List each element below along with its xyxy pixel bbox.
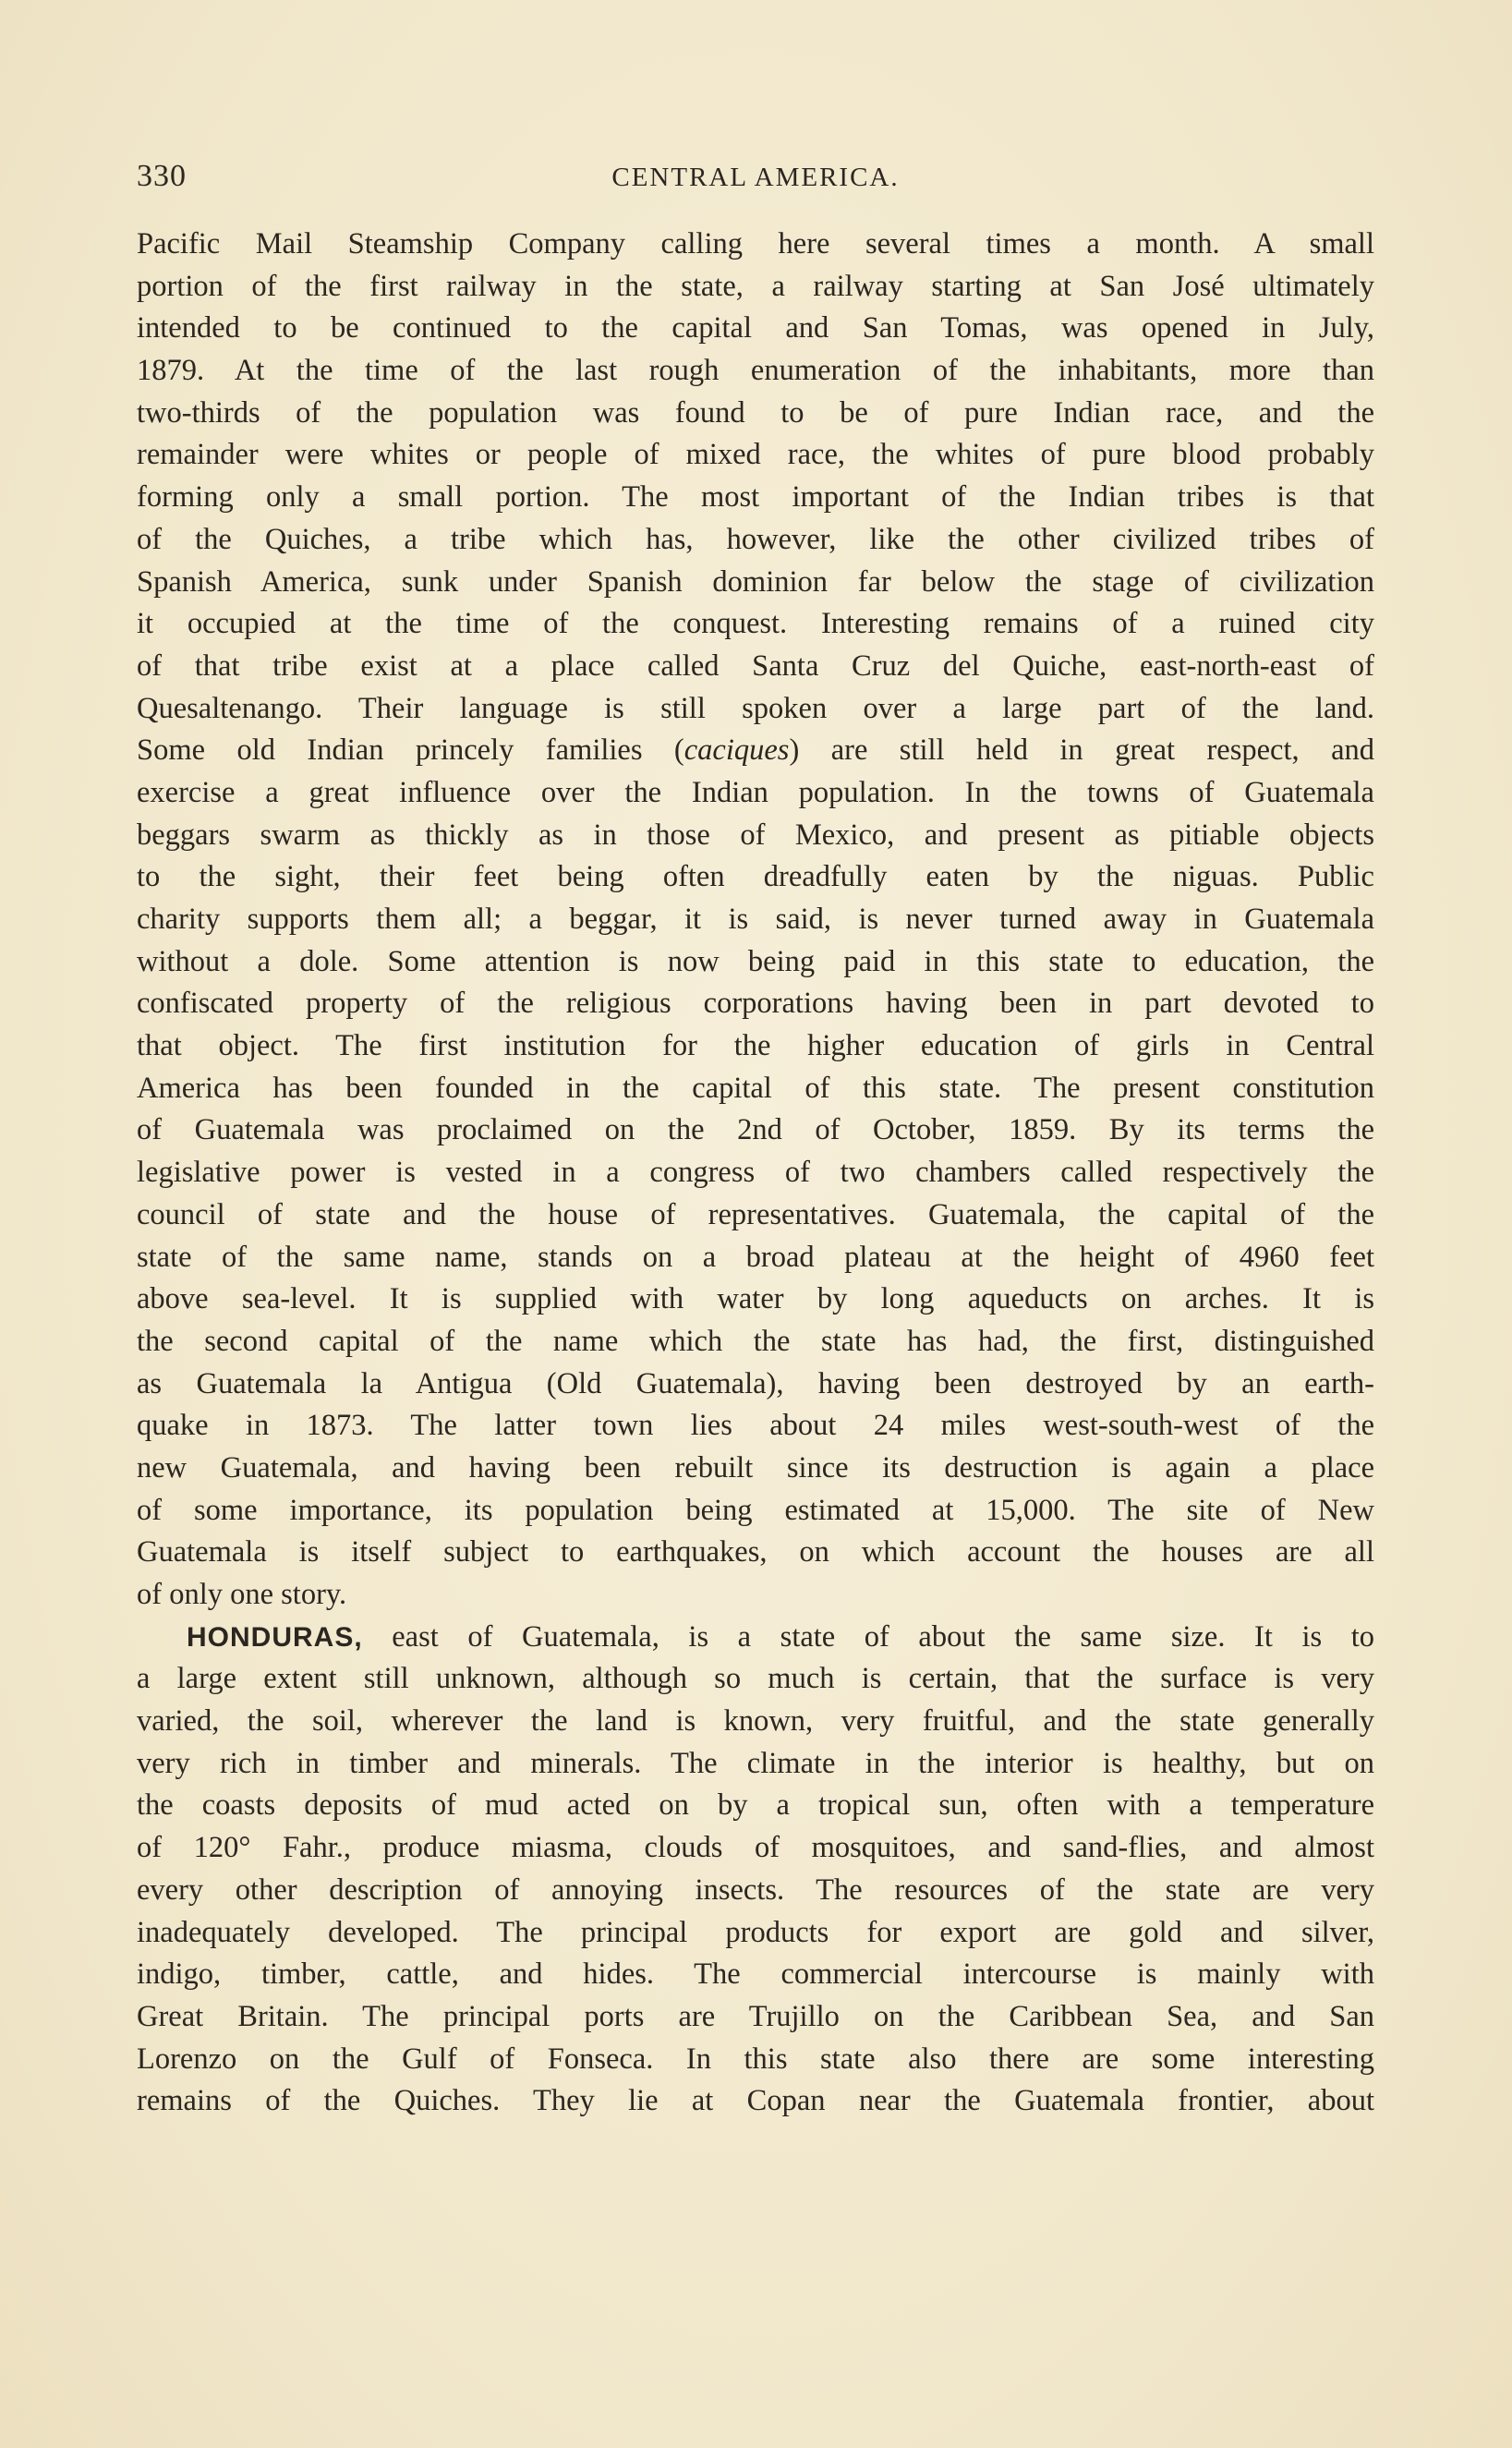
text-line: a large extent still unknown, although so much is certain, that the surface is very <box>137 1662 1374 1696</box>
text-line: Pacific Mail Steamship Company calling here several times a month. A small <box>137 227 1374 261</box>
text-line: above sea-level. It is supplied with water by long aqueducts on arches. It is <box>137 1282 1374 1316</box>
running-head: CENTRAL AMERICA. <box>611 163 900 192</box>
text-line: without a dole. Some attention is now being paid in this state to education, the <box>137 944 1374 978</box>
text-line: very rich in timber and minerals. The climate in the interior is healthy, but on <box>137 1746 1374 1780</box>
text-line: of some importance, its population being estimated at 15,000. The site of New <box>137 1493 1374 1527</box>
text-line: of 120° Fahr., produce miasma, clouds of mosquitoes, and sand-flies, and almost <box>137 1831 1374 1865</box>
text-line: 1879. At the time of the last rough enumeration of the inhabitants, more than <box>137 354 1374 388</box>
text-line: of that tribe exist at a place called Santa Cruz del Quiche, east-north-east of <box>137 648 1374 683</box>
text-line: Spanish America, sunk under Spanish dominion far below the stage of civilization <box>137 564 1374 599</box>
text-line: quake in 1873. The latter town lies about 24 miles west-south-west of the <box>137 1409 1374 1443</box>
text-line: remainder were whites or people of mixed race, the whites of pure blood probably <box>137 438 1374 472</box>
body-text <box>137 224 1374 2123</box>
text-line: intended to be continued to the capital and San Tomas, was opened in July, <box>137 311 1374 345</box>
text-line: new Guatemala, and having been rebuilt since its destruction is again a place <box>137 1450 1374 1485</box>
text-line <box>137 1617 1374 1659</box>
text-line: to the sight, their feet being often dreadfully eaten by the niguas. Public <box>137 860 1374 894</box>
text-line: state of the same name, stands on a broad plateau at the height of 4960 feet <box>137 1240 1374 1274</box>
text-line: as Guatemala la Antigua (Old Guatemala), having been destroyed by an earth- <box>137 1366 1374 1400</box>
text-line: it occupied at the time of the conquest. Interesting remains of a ruined city <box>137 607 1374 641</box>
page-number: 330 <box>137 159 187 193</box>
text-line <box>137 730 1374 772</box>
page-header <box>137 155 1374 201</box>
text-line: that object. The first institution for the higher education of girls in Central <box>137 1029 1374 1063</box>
text-line: Guatemala is itself subject to earthquakes, on which account the houses are all <box>137 1535 1374 1569</box>
text-line: charity supports them all; a beggar, it is said, is never turned away in Guatemala <box>137 903 1374 936</box>
text-line: Lorenzo on the Gulf of Fonseca. In this state also there are some interesting <box>137 2042 1374 2076</box>
text-line: Quesaltenango. Their language is still spoken over a large part of the land. <box>137 691 1374 725</box>
text-segment: Some old Indian princely families ( <box>137 733 684 768</box>
text-line: the coasts deposits of mud acted on by a tropical sun, often with a temperature <box>137 1788 1374 1823</box>
text-line: forming only a small portion. The most important of the Indian tribes is that <box>137 480 1374 515</box>
text-line: council of state and the house of representatives. Guatemala, the capital of the <box>137 1197 1374 1231</box>
text-line: Great Britain. The principal ports are Trujillo on the Caribbean Sea, and San <box>137 1999 1374 2033</box>
text-line: beggars swarm as thickly as in those of Mexico, and present as pitiable objects <box>137 818 1374 852</box>
text-line: of Guatemala was proclaimed on the 2nd of October, 1859. By its terms the <box>137 1113 1374 1147</box>
text-segment: ) are still held in great respect, and <box>789 733 1374 768</box>
italic-term: caciques <box>683 733 790 768</box>
text-line: two-thirds of the population was found to be of pure Indian race, and the <box>137 395 1374 430</box>
text-line: remains of the Quiches. They lie at Copan near the Guatemala frontier, about <box>137 2084 1374 2118</box>
text-line: confiscated property of the religious corporations having been in part devoted to <box>137 987 1374 1021</box>
text-line: of the Quiches, a tribe which has, however, like the other civilized tribes of <box>137 522 1374 556</box>
text-line: the second capital of the name which the state has had, the first, distinguished <box>137 1324 1374 1358</box>
text-line: indigo, timber, cattle, and hides. The commercial intercourse is mainly with <box>137 1957 1374 1992</box>
text-line: exercise a great influence over the Indian population. In the towns of Guatemala <box>137 775 1374 809</box>
paragraph-end-line: of only one story. <box>137 1578 347 1611</box>
text-line: varied, the soil, wherever the land is known, very fruitful, and the state generally <box>137 1704 1374 1739</box>
text-segment: east of Guatemala, is a state of about the same size. It is to <box>362 1619 1374 1654</box>
text-line: portion of the first railway in the state, a railway starting at San José ultimately <box>137 269 1374 303</box>
text-line: America has been founded in the capital of this state. The present constitution <box>137 1071 1374 1105</box>
section-heading: HONDURAS, <box>187 1621 363 1653</box>
text-line: inadequately developed. The principal products for export are gold and silver, <box>137 1915 1374 1949</box>
text-line: every other description of annoying insects. The resources of the state are very <box>137 1872 1374 1907</box>
text-line: legislative power is vested in a congress of two chambers called respectively the <box>137 1156 1374 1190</box>
